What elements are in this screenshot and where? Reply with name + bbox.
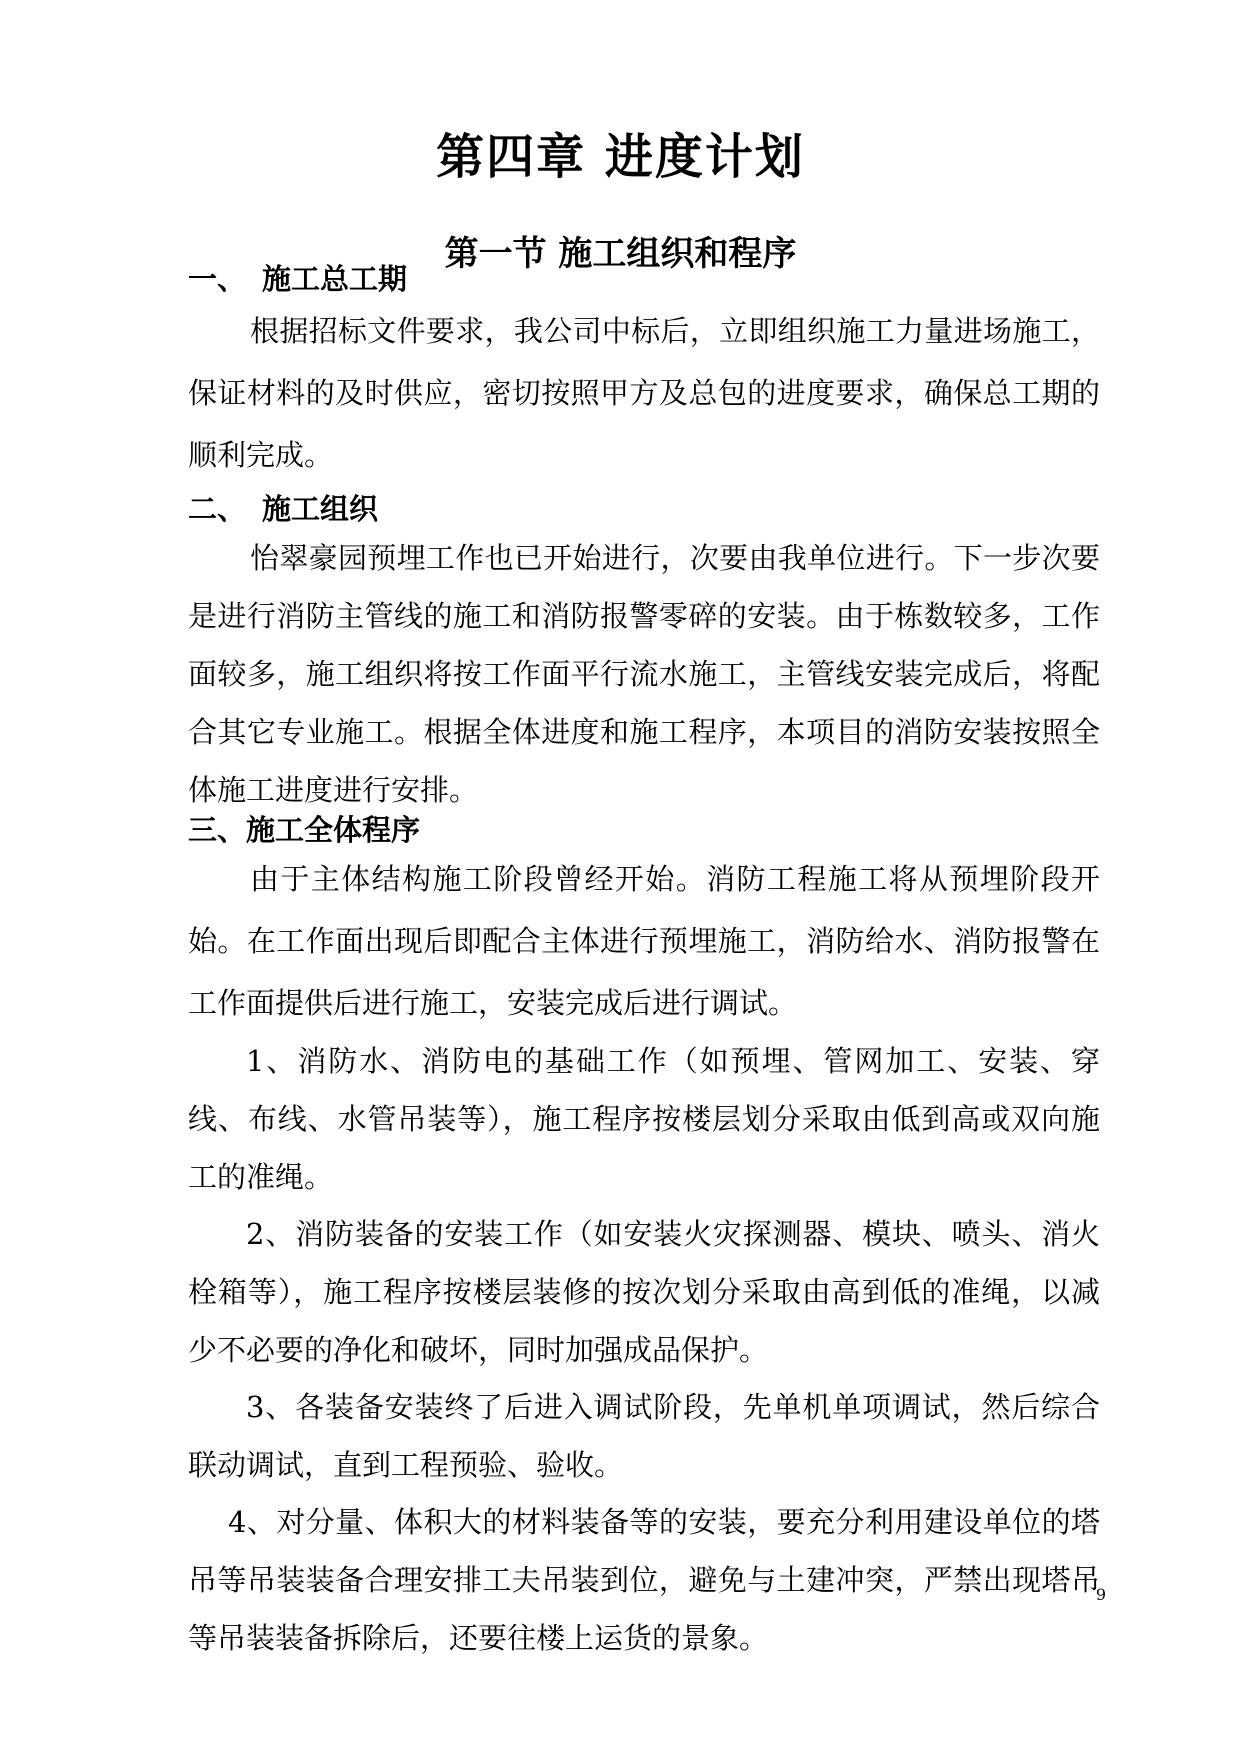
heading-text: 施工组织: [262, 492, 379, 526]
heading-text: 施工总工期: [262, 262, 408, 296]
heading-text: 三、施工全体程序: [188, 813, 421, 847]
list-item-2: 2、消防装备的安装工作（如安装火灾探测器、模块、喷头、消火栓箱等），施工程序按楼层装修的按次划分采取由高到低的准绳，以减少不必要的净化和破坏，同时加强成品保护。: [188, 1217, 1100, 1367]
heading-overall-procedure: [188, 808, 420, 849]
list-item-1: 1、消防水、消防电的基础工作（如预埋、管网加工、安装、穿线、布线、水管吊装等），施工程序按楼层划分采取由低到高或双向施工的准绳。: [188, 1044, 1100, 1194]
section-title: 第一节 施工组织和程序: [444, 234, 797, 274]
heading-number: 二、: [188, 492, 247, 526]
list-item-3: 3、各装备安装终了后进入调试阶段，先单机单项调试，然后综合联动调试，直到工程预验、验收。: [188, 1390, 1100, 1482]
heading-number: 一、: [188, 262, 247, 296]
heading-total-duration: [188, 257, 407, 298]
paragraph-organization: 怡翠豪园预埋工作也已开始进行，次要由我单位进行。下一步次要是进行消防主管线的施工和消防报警零碎的安装。由于栋数较多，工作面较多，施工组织将按工作面平行流水施工，主管线安装完成后，将配合其它专业施工。根据全体进度和施工程序，本项目的消防安装按照全体施工进度进行安排。: [188, 541, 1100, 807]
paragraph-total-duration: 根据招标文件要求，我公司中标后，立即组织施工力量进场施工，保证材料的及时供应，密切按照甲方及总包的进度要求，确保总工期的顺利完成。: [188, 314, 1100, 472]
paragraph-overall-procedure: 由于主体结构施工阶段曾经开始。消防工程施工将从预埋阶段开始。在工作面出现后即配合主体进行预埋施工，消防给水、消防报警在工作面提供后进行施工，安装完成后进行调试。: [188, 862, 1100, 1020]
chapter-title: 第四章 进度计划: [436, 129, 805, 185]
list-item-4: 4、对分量、体积大的材料装备等的安装，要充分利用建设单位的塔吊等吊装装备合理安排工夫吊装到位，避免与土建冲突，严禁出现塔吊等吊装装备拆除后，还要往楼上运货的景象。: [188, 1505, 1100, 1655]
heading-organization: [188, 487, 378, 528]
page-number: 9: [1095, 1585, 1106, 1604]
